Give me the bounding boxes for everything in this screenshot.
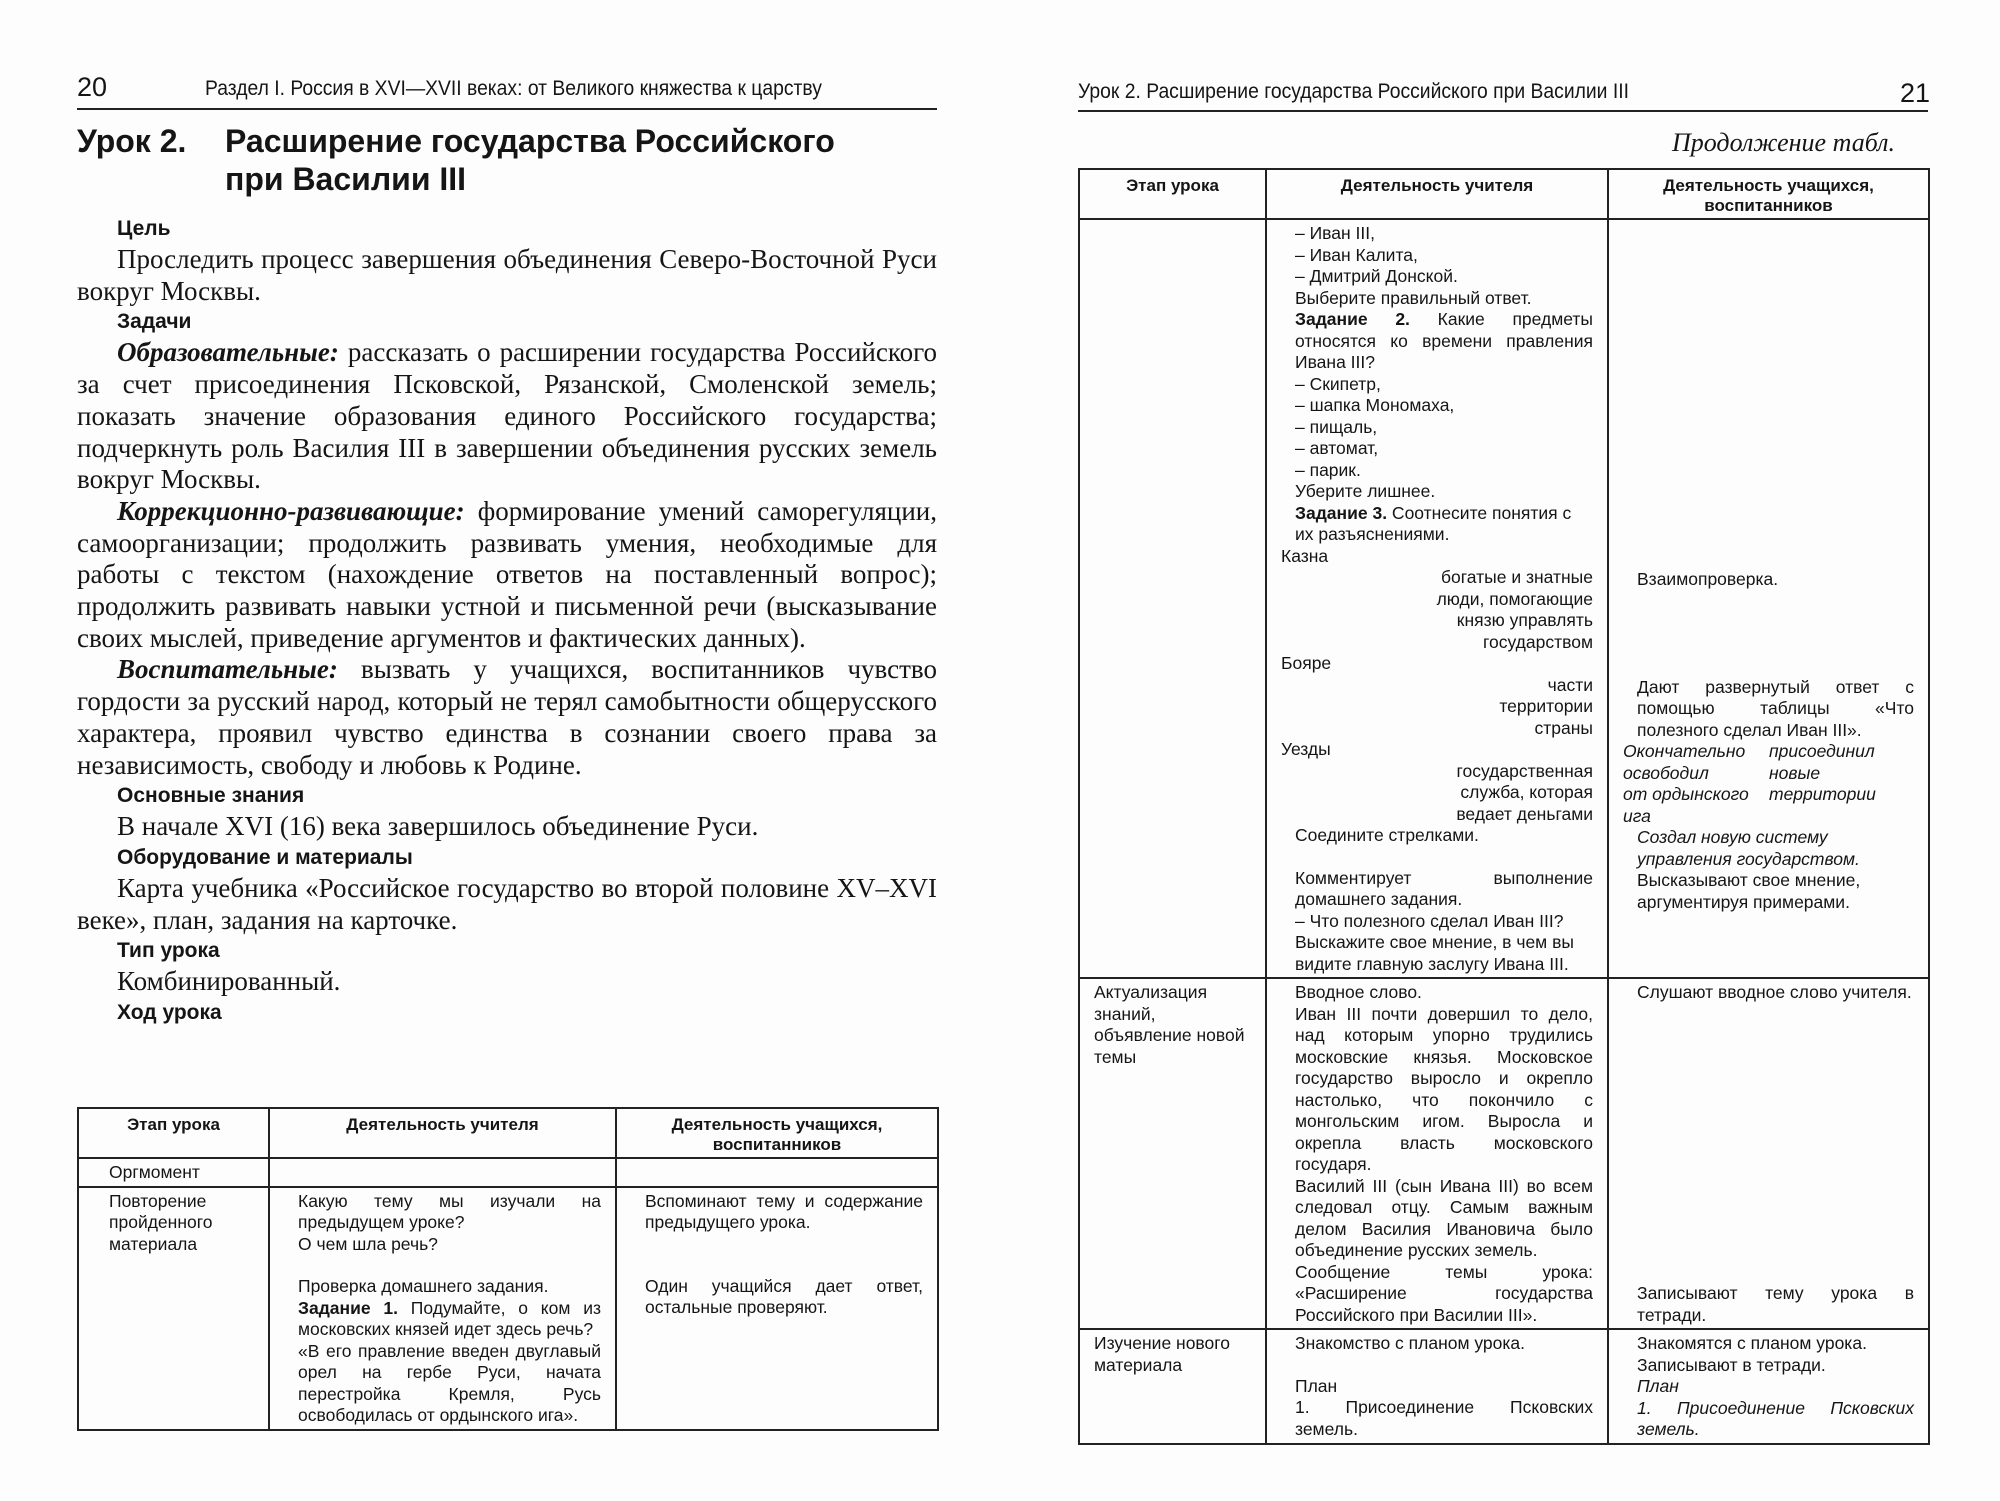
task-text: Какие предметы относятся ко времени правления Ивана III? [1295,309,1593,372]
definition-line: государством [1483,631,1593,652]
instruction: Соедините стрелками. [1295,825,1479,845]
achievement-line: ига [1623,805,1651,826]
lesson-table-continued [1078,168,1930,1445]
equipment-text: Карта учебника «Российское государство во второй половине XV–XVI веке», план, задания на карточке. [77,872,937,935]
achievements-left [1623,741,1749,827]
lesson-body [77,214,937,1028]
plan-item: 1. Присоединение Псковских земель. [1637,1397,1914,1439]
students-write: Записывают в тетради. [1637,1354,1826,1375]
teacher-cell [269,1158,616,1187]
column-header: Деятельность учителя [1266,169,1608,219]
teacher-question: О чем шла речь? [298,1233,438,1254]
intro: Знакомство с планом урока. [1295,1333,1526,1353]
type-text: Комбинированный. [117,966,341,997]
right-page [1000,0,2000,1501]
definition-line: люди, помогающие [1436,588,1593,609]
task-correctional [77,496,937,655]
task-2 [1281,309,1593,374]
stage-cell: Повторение пройденного материала [78,1187,269,1430]
task-text: рассказать о расширении государства Российского за счет присоединения Псковской, Рязанской, Смоленской земель; показать значение образования единого Российского государства; подчеркнуть роль Василия III в завершении объединения русских земель вокруг Москвы. [77,337,937,495]
goal-text: Проследить процесс завершения объединения Северо-Восточной Руси вокруг Москвы. [77,244,937,306]
column-header: Этап урока [78,1108,269,1158]
definition-line: территории [1499,696,1593,716]
achievements-right [1769,741,1914,827]
definition-line: государственная [1456,760,1593,781]
item: – пищаль, [1295,416,1378,437]
item: – автомат, [1295,438,1379,458]
option: – Иван Калита, [1295,244,1418,265]
table-row [1079,978,1929,1329]
stage-cell: Актуализация знаний, объявление новой темы [1079,978,1266,1329]
definition-line: богатые и знатные [1441,567,1593,587]
lesson-label: Урок 2. [77,123,187,159]
task-educational [77,337,937,496]
teacher-question: – Что полезного сделал Иван III? [1295,910,1564,931]
table-row [78,1158,938,1187]
instruction: Уберите лишнее. [1295,481,1436,501]
column-header: Этап урока [1079,169,1266,219]
task-text: Подумайте, о ком из московских князей идет здесь речь? [298,1297,601,1339]
equipment-heading: Оборудование и материалы [117,845,413,869]
stage-cell: Оргмомент [78,1158,269,1187]
definition-line: ведает деньгами [1456,803,1593,824]
option: – Дмитрий Донской. [1295,266,1458,286]
term: Бояре [1281,653,1332,673]
term: Уезды [1281,739,1331,759]
table-row [1079,1329,1929,1444]
students-cell [1608,1329,1929,1444]
task-label: Задание 3. [1295,502,1388,523]
students-cell [1608,978,1929,1329]
task-label: Образовательные: [117,337,339,368]
students-opinion: Высказывают свое мнение, аргументируя примерами. [1637,870,1861,912]
peer-check: Взаимопроверка. [1637,569,1779,589]
achievement-line: территории [1769,784,1876,804]
definition-line: служба, которая [1460,782,1593,802]
option: – Иван III, [1295,223,1375,243]
lesson-title-line-1: Расширение государства Российского [225,123,835,159]
teacher-prompt: Выскажите свое мнение, в чем вы видите главную заслугу Ивана III. [1295,932,1574,974]
type-heading: Тип урока [117,939,220,963]
students-cell [616,1158,938,1187]
teacher-comment: Комментирует выполнение домашнего задания. [1295,867,1593,909]
running-header: Раздел I. Россия в XVI—XVII веках: от Великого княжества к царству [205,77,822,100]
task-label: Воспитательные: [117,654,338,685]
item: – шапка Мономаха, [1295,395,1455,415]
term: Казна [1281,545,1329,566]
achievement-line: Окончательно [1623,741,1746,761]
teacher-question: Какую тему мы изучали на предыдущем уроке? [298,1190,601,1232]
tasks-heading: Задачи [117,310,192,334]
table-row [78,1187,938,1430]
header-rule [77,108,937,110]
lesson-title-line-2: при Василии III [225,161,467,197]
paragraph: Сообщение темы урока: «Расширение государства Российского при Василии III». [1295,1261,1593,1325]
students-listen: Слушают вводное слово учителя. [1637,982,1912,1002]
students-answer: Дают развернутый ответ с помощью таблицы «Что полезного сделал Иван III». [1637,676,1914,740]
page-number: 21 [1900,78,1931,108]
goal-heading: Цель [117,217,171,240]
task-quote: «В его правление введен двуглавый орел на гербе Руси, начата перестройка Кремля, Русь освободилась от ордынского ига». [298,1340,601,1425]
homework-check: Проверка домашнего задания. [298,1276,549,1296]
students-cell [1608,219,1929,978]
task-upbringing [77,654,937,781]
teacher-cell [1266,978,1608,1329]
students-intro: Знакомятся с планом урока. [1637,1333,1867,1353]
definition-line: части [1547,674,1593,695]
teacher-cell [1266,1329,1608,1444]
plan-item: 1. Присоединение Псковских земель. [1295,1397,1593,1439]
knowledge-heading: Основные знания [117,784,305,808]
table-header-row [1079,169,1929,219]
column-header: Деятельность учителя [269,1108,616,1158]
plan-heading: План [1637,1376,1679,1396]
course-heading: Ход урока [117,1001,222,1025]
paragraph: Василий III (сын Ивана III) во всем следовал отцу. Самым важным делом Василия Ивановича было объединение русских земель. [1295,1175,1593,1260]
item: – Скипетр, [1295,373,1381,394]
table-continuation-label: Продолжение табл. [1672,128,1895,157]
students-answer: Один учащийся дает ответ, остальные проверяют. [645,1275,923,1317]
task-label: Задание 2. [1295,309,1410,329]
achievement-line: освободил [1623,762,1709,783]
students-cell [616,1187,938,1430]
task-label: Коррекционно-развивающие: [117,495,465,526]
page-number: 20 [77,72,108,102]
task-text: формирование умений саморегуляции, самоорганизации; продолжить развивать умения, необходимые для работы с текстом (нахождение ответов на поставленный вопрос); продолжить развивать навыки устной и письменной речи (высказывание своих мыслей, приведение аргументов и фактических данных). [77,495,937,653]
plan-heading: План [1295,1375,1338,1396]
knowledge-text: В начале XVI (16) века завершилось объединение Руси. [117,811,759,842]
definition-line: страны [1534,717,1593,738]
instruction: Выберите правильный ответ. [1295,287,1532,308]
achievement-system: Создал новую систему управления государством. [1637,827,1860,869]
intro: Вводное слово. [1295,982,1422,1002]
stage-cell: Изучение нового материала [1079,1329,1266,1444]
header-rule [1078,110,1928,112]
students-answer: Вспоминают тему и содержание предыдущего урока. [645,1190,923,1232]
achievement-line: присоединил [1769,741,1875,761]
task-1 [284,1298,601,1341]
paragraph: Иван III почти довершил то дело, над которым упорно трудились московские князья. Московское государство выросло и окрепло настолько, что покончило с монгольским игом. Выросла и окрепла власть московского государя. [1295,1003,1593,1174]
task-text: Соотнесите понятия с их разъяснениями. [1295,502,1572,544]
achievement-line: от ордынского [1623,784,1749,804]
column-header: Деятельность учащихся, воспитанников [1608,169,1929,219]
definition-line: князю управлять [1456,610,1593,630]
table-row [1079,219,1929,978]
teacher-cell [1266,219,1608,978]
teacher-cell [269,1187,616,1430]
lesson-table [77,1107,939,1431]
stage-cell [1079,219,1266,978]
achievement-line: новые [1769,762,1821,783]
item: – парик. [1295,459,1361,480]
table-header-row [78,1108,938,1158]
column-header: Деятельность учащихся, воспитанников [616,1108,938,1158]
achievements-table [1623,741,1914,827]
lesson-title [225,122,835,198]
task-label: Задание 1. [298,1297,398,1318]
running-header: Урок 2. Расширение государства Российского при Василии III [1078,80,1629,103]
students-write: Записывают тему урока в тетради. [1637,1283,1914,1325]
task-3 [1281,503,1593,546]
task-text: вызвать у учащихся, воспитанников чувство гордости за русский народ, который не терял самобытности общерусского характера, проявил чувство единства в сознании своего права за независимость, свободу и любовь к Родине. [77,654,937,780]
